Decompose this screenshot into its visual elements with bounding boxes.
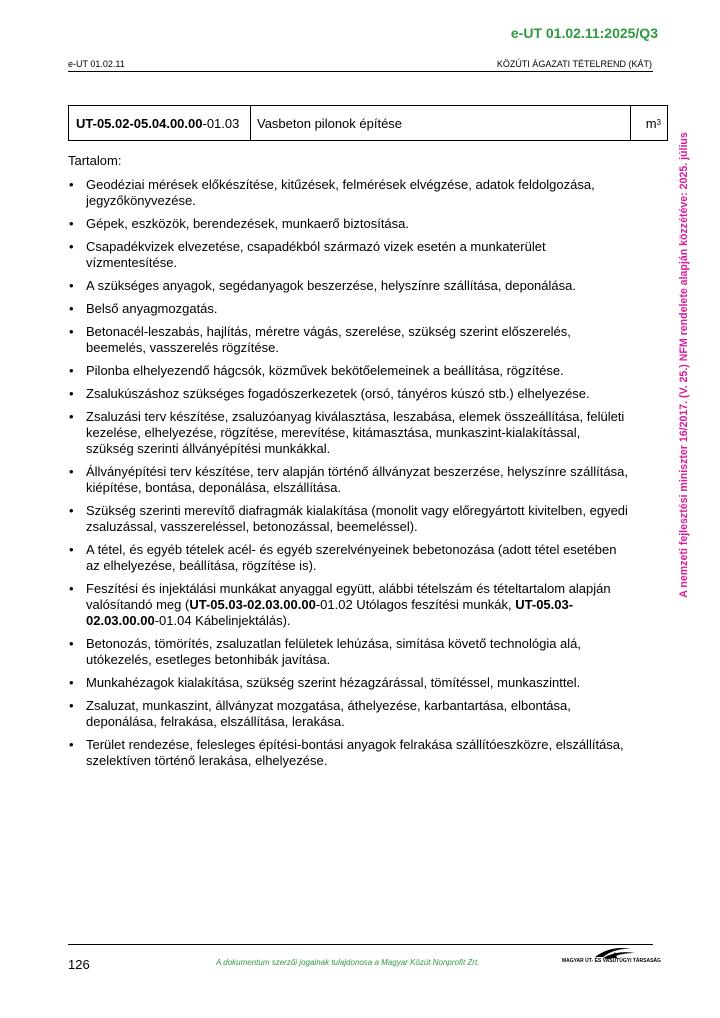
list-item-text: Belső anyagmozgatás. (86, 301, 218, 316)
item-code-cell (69, 106, 251, 140)
footer-divider (68, 944, 653, 945)
list-item (68, 636, 628, 668)
list-item (68, 675, 628, 691)
item-code-suffix: -01.03 (202, 115, 240, 131)
list-item (68, 177, 628, 209)
list-item (68, 464, 628, 496)
contents-title: Tartalom: (68, 153, 122, 168)
list-item-text: Zsaluzási terv készítése, zsaluzóanyag kiválasztása, leszabása, elemek összeállítása, felületi kezelése, elhelyezése, rögzítése, merevítése, kitámasztása, munkaszint-kialakítással, szükség szerinti állványépítési munkákkal. (86, 409, 625, 456)
list-item (68, 737, 628, 769)
item-code-reference: UT-05.03-02.03.00.00 (86, 597, 574, 628)
copyright-note: A dokumentum szerzői jogainak tulajdonosa a Magyar Közút Nonprofit Zrt. (216, 958, 480, 967)
item-unit-base: m (645, 115, 657, 131)
list-item-text: A szükséges anyagok, segédanyagok beszerzése, helyszínre szállítása, deponálása. (86, 278, 576, 293)
list-item-text: Zsalukúszáshoz szükséges fogadószerkezetek (orsó, tányéros kúszó stb.) elhelyezése. (86, 386, 590, 401)
list-item (68, 698, 628, 730)
list-item (68, 301, 628, 317)
list-item (68, 409, 628, 457)
list-item (68, 581, 628, 629)
header-divider (68, 71, 653, 72)
list-item-text: Munkahézagok kialakítása, szükség szerint hézagzárással, tömítéssel, munkaszinttel. (86, 675, 581, 690)
item-code-reference: UT-05.03-02.03.00.00 (189, 597, 316, 612)
item-unit-cell (631, 106, 667, 140)
list-item-text: Szükség szerinti merevítő diafragmák kialakítása (monolit vagy előregyártott kivitelben, egyedi zsaluzással, vasszereléssel, betonozással, beemeléssel). (86, 503, 628, 534)
list-item (68, 278, 628, 294)
list-item (68, 239, 628, 271)
list-item-text: Zsaluzat, munkaszint, állványzat mozgatása, áthelyezése, karbantartása, elbontása, deponálása, felrakása, elszállítása, lerakása. (86, 698, 571, 729)
logo-text: MAGYAR ÚT- ÉS VASÚTÜGYI TÁRSASÁG (562, 958, 661, 964)
list-item-text: Geodéziai mérések előkészítése, kitűzések, felmérések elvégzése, adatok feldolgozása, jegyzőkönyvezése. (86, 177, 595, 208)
item-unit-exponent: 3 (656, 117, 661, 127)
list-item-text: Betonozás, tömörítés, zsaluzatlan felületek lehúzása, simítása követő technológia alá, utókezelés, esetleges betonhibák javítása. (86, 636, 582, 667)
list-item-text: -01.04 Kábelinjektálás). (154, 613, 291, 628)
header-right-title: KÖZÚTI ÁGAZATI TÉTELREND (KÁT) (496, 59, 652, 69)
list-item-text: Terület rendezése, felesleges építési-bontási anyagok felrakása szállítóeszközre, elszállítása, szelektíven történő lerakása, elhelyezése. (86, 737, 624, 768)
list-item-text: -01.02 Utólagos feszítési munkák, (315, 597, 516, 612)
list-item (68, 216, 628, 232)
list-item-text: Pilonba elhelyezendő hágcsók, közművek bekötőelemeinek a beállítása, rögzítése. (86, 363, 564, 378)
list-item (68, 324, 628, 356)
header-left-code: e-UT 01.02.11 (68, 59, 125, 69)
side-note-text: A nemzeti fejlesztési miniszter 16/2017. (V. 25.) NFM rendelete alapján közzétéve: 2025. július (678, 132, 690, 598)
item-code-main: UT-05.02-05.04.00.00 (76, 115, 203, 131)
item-header-table (68, 105, 668, 141)
list-item-text: Feszítési és injektálási munkákat anyaggal együtt, alábbi tételszám és tételtartalom alapján valósítandó meg ( (86, 581, 611, 612)
item-name-cell: Vasbeton pilonok építése (251, 106, 631, 140)
list-item-text: Betonacél-leszabás, hajlítás, méretre vágás, szerelése, szükség szerint előszerelés, beemelés, vasszerelés rögzítése. (86, 324, 571, 355)
list-item-text: Gépek, eszközök, berendezések, munkaerő biztosítása. (86, 216, 410, 231)
list-item (68, 503, 628, 535)
document-code: e-UT 01.02.11:2025/Q3 (510, 25, 658, 41)
list-item-text: Csapadékvizek elvezetése, csapadékból származó vizek esetén a munkaterület vízmentesítése. (86, 239, 546, 270)
list-item-text: A tétel, és egyéb tételek acél- és egyéb szerelvényeinek bebetonozása (adott tétel esetében az elhelyezése, beállítása, rögzítése is). (86, 542, 617, 573)
list-item (68, 386, 628, 402)
list-item-text: Állványépítési terv készítése, terv alapján történő állványzat beszerzése, helyszínre szállítása, kiépítése, bontása, deponálása, elszállítása. (86, 464, 628, 495)
contents-list (68, 177, 628, 776)
page-number: 126 (68, 957, 90, 972)
list-item (68, 542, 628, 574)
list-item (68, 363, 628, 379)
